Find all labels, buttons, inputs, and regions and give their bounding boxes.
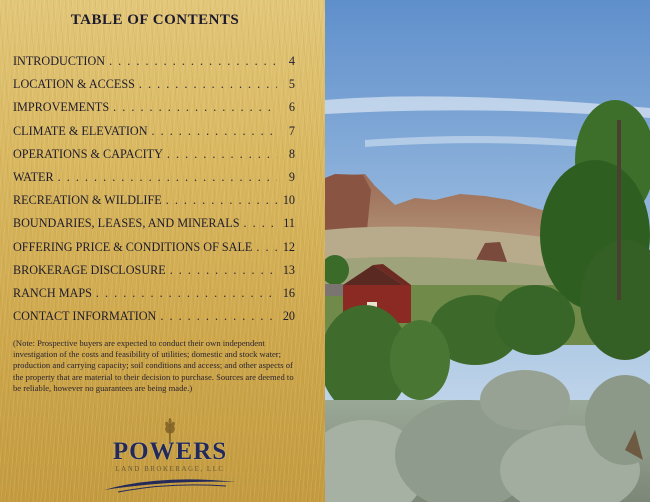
toc-entry-page: 8	[288, 146, 295, 161]
toc-entry-page: 12	[282, 239, 295, 254]
toc-entry-label: BROKERAGE DISCLOSURE	[13, 262, 166, 277]
toc-leader-dots	[152, 124, 278, 139]
toc-entry-page: 9	[288, 169, 295, 184]
toc-leader-dots	[160, 309, 277, 324]
toc-entry-page: 10	[282, 193, 295, 208]
toc-entry-page: 20	[282, 309, 295, 324]
toc-entry-page: 13	[282, 262, 295, 277]
toc-entry-label: WATER	[13, 169, 54, 184]
toc-entry	[13, 309, 295, 332]
toc-entry-page: 7	[288, 123, 295, 138]
disclaimer-note: (Note: Prospective buyers are expected to conduct their own independent investigation of the costs and feasibility of utilities; domestic and stock water; production and carrying capacity; soil conditions and access; and other aspects of the property that are material to their decision to purchase. Sources are deemed to be reliable, however no guarantees are being made.)	[13, 338, 294, 393]
toc-entry	[13, 124, 295, 147]
toc-entry-page: 6	[288, 100, 295, 115]
logo-name: POWERS	[112, 438, 228, 465]
toc-leader-dots	[113, 100, 277, 115]
toc-entry	[13, 216, 295, 239]
toc-leader-dots	[139, 77, 277, 92]
toc-leader-dots	[96, 286, 277, 301]
toc-entry-label: OFFERING PRICE & CONDITIONS OF SALE	[13, 239, 253, 254]
toc-leader-dots	[58, 170, 277, 185]
swoosh-graphic	[100, 472, 240, 494]
toc-entry-label: LOCATION & ACCESS	[13, 77, 135, 92]
toc-entry	[13, 240, 295, 263]
toc-entry-page: 4	[288, 54, 295, 68]
toc-entry-label: RANCH MAPS	[13, 285, 92, 300]
toc-entry-page: 16	[282, 285, 295, 300]
toc-entry	[13, 193, 295, 216]
toc-entry-label: BOUNDARIES, LEASES, AND MINERALS	[13, 216, 240, 231]
toc-title: TABLE OF CONTENTS	[70, 12, 240, 28]
toc-entry	[13, 77, 295, 100]
powers-logo	[100, 418, 240, 498]
toc-leader-dots	[166, 193, 277, 208]
toc-entry-label: INTRODUCTION	[13, 54, 106, 68]
ranch-landscape-photo	[325, 0, 650, 502]
toc-entry-label: CLIMATE & ELEVATION	[13, 123, 148, 138]
toc-entry	[13, 286, 295, 309]
toc-entry-label: OPERATIONS & CAPACITY	[13, 146, 163, 161]
logo-subtitle: LAND BROKERAGE, LLC	[115, 465, 225, 473]
toc-leader-dots	[167, 147, 277, 162]
toc-entry-page: 11	[283, 216, 295, 231]
toc-entry	[13, 170, 295, 193]
toc-entry	[13, 100, 295, 123]
toc-leader-dots	[256, 240, 277, 255]
toc-entry	[13, 54, 295, 77]
toc-leader-dots	[244, 216, 278, 231]
toc-entry	[13, 147, 295, 170]
toc-leader-dots	[109, 54, 277, 69]
toc-entry-page: 5	[288, 77, 295, 92]
toc-entry	[13, 263, 295, 286]
toc-entry-label: RECREATION & WILDLIFE	[13, 193, 162, 208]
toc-entry-label: CONTACT INFORMATION	[13, 309, 157, 324]
toc-leader-dots	[170, 263, 277, 278]
toc-list	[13, 54, 295, 332]
toc-entry-label: IMPROVEMENTS	[13, 100, 110, 115]
